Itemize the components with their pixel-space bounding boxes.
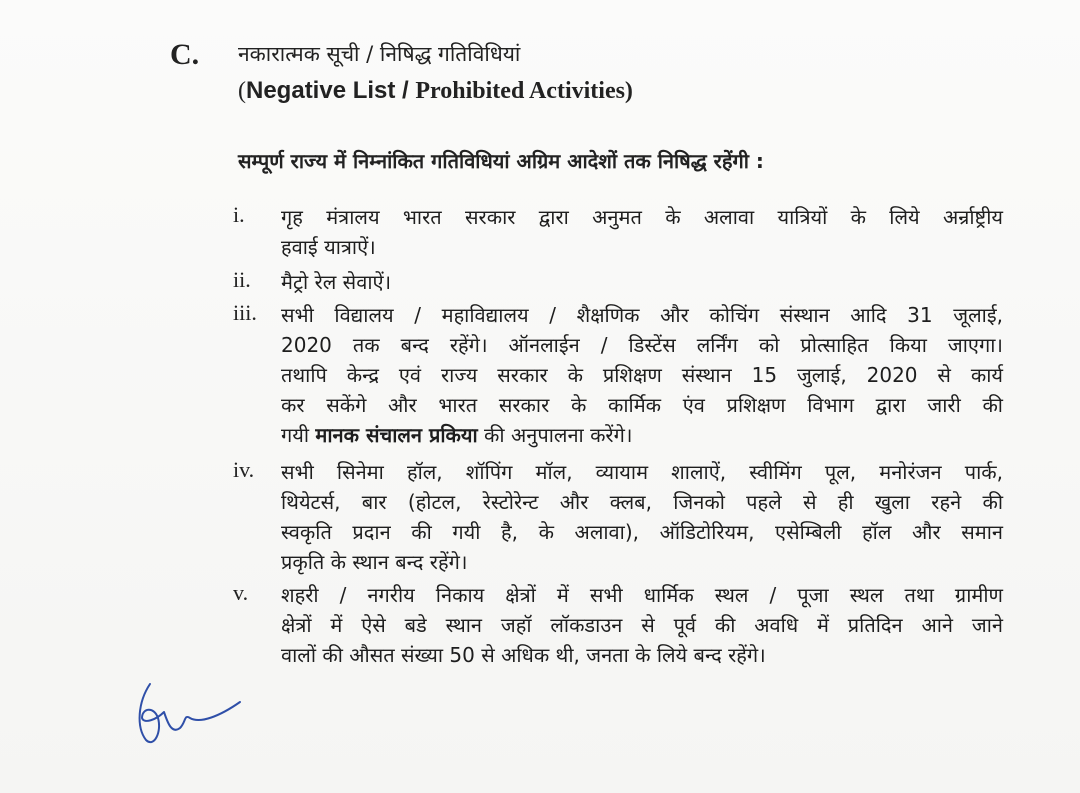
item-line: शहरी / नगरीय निकाय क्षेत्रों में सभी धार्मिक स्थल / पूजा स्थल तथा ग्रामीण: [281, 583, 1003, 607]
item-numeral: v.: [233, 580, 249, 605]
item-line: प्रकृति के स्थान बन्द रहेंगे।: [281, 550, 468, 574]
item-line: मैट्रो रेल सेवाऐं।: [281, 270, 392, 294]
heading-english-part-b: Prohibited Activities): [415, 78, 633, 104]
item-numeral: iv.: [233, 457, 255, 482]
signature-mark: [128, 672, 248, 752]
item-text: [281, 202, 1003, 262]
item-numeral: iii.: [233, 300, 257, 325]
signature-stroke: [140, 684, 240, 742]
standard-operating-procedure-text: मानक संचालन प्रकिया: [315, 423, 478, 447]
item-line: [281, 420, 1003, 450]
heading-english-part-a: Negative List /: [246, 77, 416, 104]
item-line: हवाई यात्राऐं।: [281, 235, 376, 259]
heading-hindi: नकारात्मक सूची / निषिद्ध गतिविधियां: [238, 42, 521, 66]
item-line: 2020 तक बन्द रहेंगे। ऑनलाईन / डिस्टेंस लर्निंग को प्रोत्साहित किया जाएगा।: [281, 333, 1003, 357]
item-text: [281, 457, 1003, 577]
section-letter: C.: [170, 38, 200, 71]
list-item-ii: [233, 267, 1003, 297]
item-line: थियेटर्स, बार (होटल, रेस्टोरेन्ट और क्लब, जिनको पहले से ही खुला रहने की: [281, 490, 1003, 514]
item-line: तथापि केन्द्र एवं राज्य सरकार के प्रशिक्षण संस्थान 15 जुलाई, 2020 से कार्य: [281, 363, 1003, 387]
item-line: वालों की औसत संख्या 50 से अधिक थी, जनता के लिये बन्द रहेंगे।: [281, 643, 766, 667]
item-line: क्षेत्रों में ऐसे बडे स्थान जहॉ लॉकडाउन से पूर्व की अवधि में प्रतिदिन आने जाने: [281, 613, 1003, 637]
item-line: गृह मंत्रालय भारत सरकार द्वारा अनुमत के अलावा यात्रियों के लिये अर्न्राष्ट्रीय: [281, 205, 1003, 229]
list-item-v: [233, 580, 1003, 670]
item-text: [281, 300, 1003, 450]
item-numeral: ii.: [233, 267, 251, 292]
heading-english-open-paren: (: [238, 78, 246, 104]
item-line-pre: गयी: [281, 423, 316, 447]
list-item-i: [233, 202, 1003, 262]
item-line: स्वकृति प्रदान की गयी है, के अलावा), ऑडिटोरियम, एसेम्बिली हॉल और समान: [281, 520, 1003, 544]
item-text: [281, 580, 1003, 670]
intro-sentence: सम्पूर्ण राज्य में निम्नांकित गतिविधियां अग्रिम आदेशों तक निषिद्ध रहेंगी :: [238, 149, 764, 173]
item-numeral: i.: [233, 202, 245, 227]
heading-english: [238, 76, 633, 105]
item-text: [281, 267, 1003, 297]
list-item-iii: [233, 300, 1003, 450]
item-line: सभी विद्यालय / महाविद्यालय / शैक्षणिक और कोचिंग संस्थान आदि 31 जूलाई,: [281, 303, 1003, 327]
item-line-post: की अनुपालना करेंगे।: [477, 423, 633, 447]
item-line: सभी सिनेमा हॉल, शॉपिंग मॉल, व्यायाम शालाऐं, स्वीमिंग पूल, मनोरंजन पार्क,: [281, 460, 1003, 484]
item-line: कर सकेंगे और भारत सरकार के कार्मिक एंव प्रशिक्षण विभाग द्वारा जारी की: [281, 393, 1003, 417]
list-item-iv: [233, 457, 1003, 577]
